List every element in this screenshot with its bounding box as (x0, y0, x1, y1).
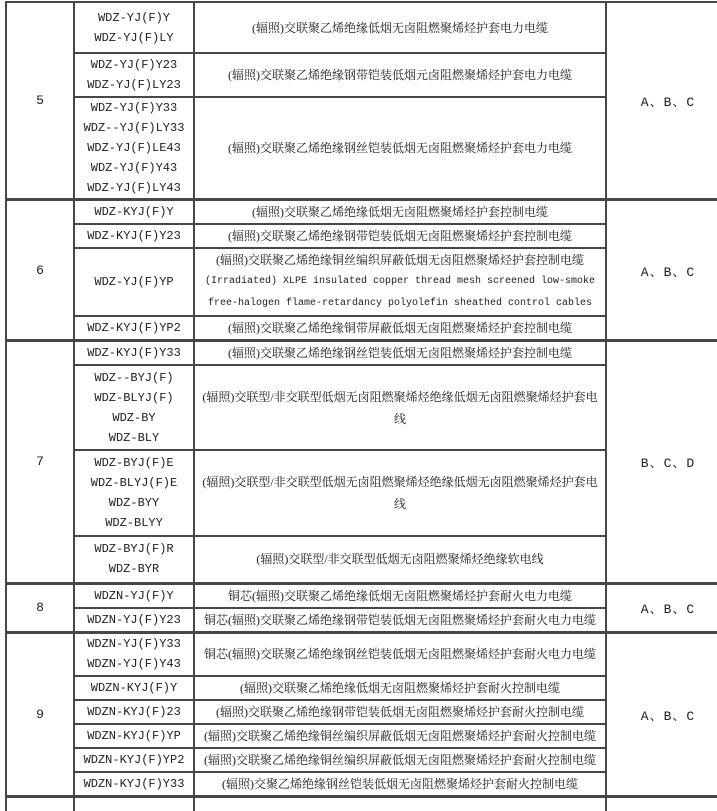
model-code: WDZ-BLYJ(F)E (90, 476, 178, 490)
model-code: WDZ-BLYJ(F) (94, 390, 174, 405)
group-9 (6, 632, 717, 797)
description-cell (194, 748, 606, 772)
model-code: WDZ--BYJ(F) (94, 370, 174, 385)
model-code: WDZ--YJ(F)LY33 (83, 121, 185, 135)
description-cell (194, 53, 606, 97)
description-line: 铜芯(辐照)交联聚乙烯绝缘低烟无卤阻燃聚烯烃护套耐火电力电缆 (228, 588, 572, 603)
group-number-cell (6, 583, 74, 632)
group-next-partial (6, 797, 717, 811)
model-cell (74, 53, 194, 97)
model-code: WDZ-YJ(F)LE43 (87, 141, 181, 155)
description-line: (Irradiated) XLPE insulated copper thread mesh screened low-smoke (204, 276, 596, 287)
model-cell (74, 248, 194, 316)
description-line: 线 (393, 497, 406, 511)
description-line: (辐照)交联聚乙烯绝缘低烟无卤阻燃聚烯烃护套耐火控制电缆 (240, 681, 560, 695)
group-number: 6 (36, 262, 44, 278)
model-cell (74, 632, 194, 676)
model-cell (74, 583, 194, 608)
table-row (6, 341, 717, 366)
model-cell (74, 608, 194, 633)
description-line: (辐照)交联聚乙烯绝缘钢丝铠装低烟无卤阻燃聚烯烃护套控制电缆 (228, 346, 572, 360)
model-cell (74, 97, 194, 200)
category-label: A、B、C (640, 264, 696, 280)
category-label: A、B、C (640, 708, 696, 724)
model-code: WDZN-YJ(F)Y43 (87, 657, 181, 672)
category-cell (606, 2, 717, 200)
table-row (6, 2, 717, 53)
description-line: (辐照)交联聚乙烯绝缘钢带铠装低烟元卤阻燃聚烯烃护套电力电缆 (228, 68, 572, 82)
model-code: WDZ-BLYY (105, 516, 163, 530)
description-line: (辐照)交联型/非交联型低烟无卤阻燃聚烯烃绝缘低烟无卤阻燃聚烯烃护套电 (202, 389, 598, 404)
group-number-cell (6, 632, 74, 797)
description-cell (194, 450, 606, 536)
model-code: WDZ-BYJ(F)R (94, 542, 174, 557)
model-cell (74, 772, 194, 797)
model-code: WDZN-KYJ(F)Y33 (83, 777, 185, 791)
description-line: (辐照)交联型/非交联型低烟无卤阻燃聚烯烃绝缘低烟无卤阻燃聚烯烃护套电 (202, 475, 598, 489)
category-cell (606, 341, 717, 584)
description-cell (194, 608, 606, 633)
model-code: WDZ-BYY (108, 496, 160, 510)
model-code: WDZ-YJ(F)LY23 (87, 78, 181, 92)
model-code: WDZ-KYJ(F)Y33 (87, 346, 181, 360)
description-cell (194, 676, 606, 700)
description-line: (辐照)交联聚乙烯绝缘钢带铠装低烟无卤阻燃聚烯烃护套耐火控制电缆 (216, 705, 584, 719)
model-cell (74, 797, 194, 811)
model-code: WDZ-KYJ(F)Y23 (87, 229, 181, 243)
group-number-cell (6, 341, 74, 584)
description-line: (辐照)交聚乙烯绝缘钢丝铠装低烟无卤阻燃聚烯烃护套耐火控制电缆 (222, 777, 578, 791)
description-cell (194, 536, 606, 583)
model-code: WDZ-YJ(F)LY43 (87, 181, 181, 195)
model-cell (74, 224, 194, 248)
description-cell (194, 2, 606, 53)
description-line: (辐照)交联聚乙烯绝缘低烟无卤阻燃聚烯烃护套电力电缆 (252, 20, 548, 35)
group-6 (6, 200, 717, 341)
group-number-cell (6, 797, 74, 811)
description-cell (194, 583, 606, 608)
group-number: 5 (36, 93, 44, 108)
model-cell (74, 200, 194, 225)
model-cell (74, 341, 194, 366)
description-line: (辐照)交联聚乙烯绝缘铜丝编织屏蔽低烟无卤阻燃聚烯烃护套控制电缆 (216, 253, 584, 267)
category-cell (606, 632, 717, 797)
model-code: WDZN-YJ(F)Y23 (87, 612, 181, 627)
model-code: WDZN-KYJ(F)YP (87, 729, 181, 743)
description-cell (194, 365, 606, 450)
description-cell (194, 797, 606, 811)
model-code: WDZ-BLY (108, 430, 160, 445)
table-row (6, 797, 717, 811)
description-line: 铜芯(辐照)交联聚乙烯绝缘钢丝铠装低烟无卤阻燃聚烯烃护套耐火电力电缆 (204, 647, 596, 662)
description-cell (194, 248, 606, 316)
group-8 (6, 583, 717, 632)
model-code: WDZN-KYJ(F)23 (87, 705, 181, 719)
model-cell (74, 316, 194, 341)
model-cell (74, 700, 194, 724)
model-cell (74, 2, 194, 53)
group-5 (6, 2, 717, 200)
model-code: WDZ-YJ(F)Y43 (90, 161, 178, 175)
model-code: WDZ-YJ(F)Y (97, 10, 170, 25)
model-cell (74, 450, 194, 536)
description-cell (194, 224, 606, 248)
description-line: (辐照)交联聚乙烯绝缘铜带屏蔽低烟无卤阻燃聚烯烃护套控制电缆 (228, 321, 572, 335)
description-line: (辐照)交联聚乙烯绝缘铜丝编织屏蔽低烟无卤阻燃聚烯烃护套耐火控制电缆 (204, 729, 596, 743)
model-cell (74, 724, 194, 748)
description-cell (194, 700, 606, 724)
model-code: WDZN-KYJ(F)YP2 (83, 753, 185, 767)
table-row (6, 583, 717, 608)
category-cell (606, 200, 717, 341)
description-line: (辐照)交联聚乙烯绝缘铜丝编织屏蔽低烟无卤阻燃聚烯烃护套耐火控制电缆 (204, 753, 596, 767)
model-code: WDZN-YJ(F)Y (94, 588, 174, 603)
model-code: WDZ-YJ(F)Y23 (90, 58, 178, 72)
model-cell (74, 676, 194, 700)
group-number: 8 (36, 600, 44, 615)
table-row (6, 632, 717, 676)
model-code: WDZ-KYJ(F)YP2 (87, 321, 181, 335)
model-code: WDZ-YJ(F)YP (94, 275, 174, 289)
group-number-cell (6, 2, 74, 200)
group-number: 7 (36, 454, 44, 470)
model-code: WDZN-YJ(F)Y33 (87, 637, 181, 652)
description-cell (194, 341, 606, 366)
description-cell (194, 772, 606, 797)
model-code: WDZ-BYR (108, 562, 160, 577)
group-7 (6, 341, 717, 584)
model-code: WDZ-YJ(F)Y33 (90, 101, 178, 115)
model-cell (74, 748, 194, 772)
table-row (6, 200, 717, 225)
description-line: 线 (393, 411, 406, 426)
description-line: free-halogen flame-retardancy polyolefin sheathed control cables (207, 298, 593, 309)
model-cell (74, 365, 194, 450)
description-line: 铜芯(辐照)交联聚乙烯绝缘钢带铠装低烟无卤阻燃聚烯烃护套耐火电力电缆 (204, 612, 596, 627)
model-cell (74, 536, 194, 583)
category-label: B、C、D (640, 456, 696, 472)
description-cell (194, 97, 606, 200)
description-cell (194, 724, 606, 748)
description-line: (辐照)交联聚乙烯绝缘低烟无卤阻燃聚烯烃护套控制电缆 (252, 205, 548, 219)
cable-spec-table (5, 1, 717, 811)
description-cell (194, 632, 606, 676)
group-number: 9 (36, 706, 44, 722)
model-code: WDZ-BYJ(F)E (94, 456, 174, 470)
model-code: WDZ-YJ(F)LY (94, 30, 174, 45)
description-line: (辐照)交联型/非交联型低烟无卤阻燃聚烯烃绝缘软电线 (256, 552, 544, 567)
model-code: WDZN-KYJ(F)Y (90, 681, 178, 695)
category-cell (606, 797, 717, 811)
description-line: (辐照)交联聚乙烯绝缘钢丝铠装低烟无卤阻燃聚烯烃护套电力电缆 (228, 141, 572, 155)
description-cell (194, 200, 606, 225)
model-code: WDZ-KYJ(F)Y (94, 205, 174, 219)
category-cell (606, 583, 717, 632)
group-number-cell (6, 200, 74, 341)
description-line: (辐照)交联聚乙烯绝缘钢带铠装低烟无卤阻燃聚烯烃护套控制电缆 (228, 229, 572, 243)
category-label: A、B、C (640, 602, 696, 617)
description-cell (194, 316, 606, 341)
model-code: WDZ-BY (112, 410, 156, 425)
category-label: A、B、C (640, 95, 696, 110)
